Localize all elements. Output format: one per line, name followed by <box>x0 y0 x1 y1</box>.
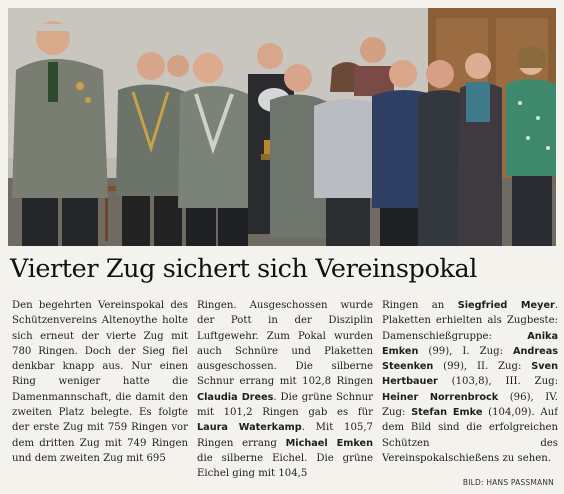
headline: Vierter Zug sichert sich Vereinspokal <box>10 254 478 284</box>
person-name: Heiner Norrenbrock <box>382 391 499 403</box>
group-photo <box>8 8 556 246</box>
column-2-text: Ringen. Ausgeschossen wurde der Pott in der Disziplin Luftgewehr. Zum Pokal wurden auch Schnüre und Plaketten ausgeschossen. Die silberne Schnur errang mit 102,8 Ringen <box>197 300 373 388</box>
column-2-text: . Die grüne Schnur mit 101,2 Ringen gab es für <box>197 391 373 419</box>
column-2-text: die silberne Eichel. Die grüne Eichel ging mit 104,5 <box>197 452 373 478</box>
article-column-2 <box>197 298 373 478</box>
article-body <box>12 298 558 478</box>
column-3-text: (96), IV. Zug: <box>382 391 558 419</box>
person-name: Laura Waterkamp <box>197 422 302 434</box>
person-name: Sven Hertbauer <box>382 361 558 388</box>
person-name: Stefan Emke <box>411 407 483 419</box>
column-3-text: (99), II. Zug: <box>443 361 522 373</box>
column-3-text: Ringen an <box>382 300 445 311</box>
person-name: Siegfried Meyer <box>457 300 555 311</box>
person-name: Andreas Steenken <box>382 345 558 373</box>
person-name: Anika Emken <box>382 330 558 357</box>
column-3-text: (103,8), III. Zug: <box>451 376 558 388</box>
column-1-text: Den begehrten Vereinspokal des Schützenvereins Altenoythe holte sich erneut der vierte Zug mit 780 Ringen. Doch der Sieg fiel denkbar knapp aus. Nur einen Ring weniger hatte die Damenmannschaft, die damit den zweiten Platz belegte. Es folgte der erste Zug mit 759 Ringen vor dem dritten Zug mit 749 Ringen und dem zweiten Zug mit 695 <box>12 300 188 464</box>
article-column-1 <box>12 298 188 478</box>
column-3-text: (99), I. Zug: <box>428 345 504 357</box>
column-3-text: . Plaketten erhielten als Zugbeste: Damenschießgruppe: <box>382 300 558 342</box>
article-column-3 <box>382 298 558 478</box>
person-name: Claudia Drees <box>197 391 274 403</box>
column-2-text: . Mit 105,7 Ringen errang <box>197 422 373 449</box>
photo-credit: BILD: HANS PASSMANN <box>462 478 554 487</box>
person-name: Michael Emken <box>285 437 373 449</box>
column-3-text: (104,09). Auf dem Bild sind die erfolgreichen Schützen des Vereinspokalschießens zu sehen. <box>382 407 558 464</box>
